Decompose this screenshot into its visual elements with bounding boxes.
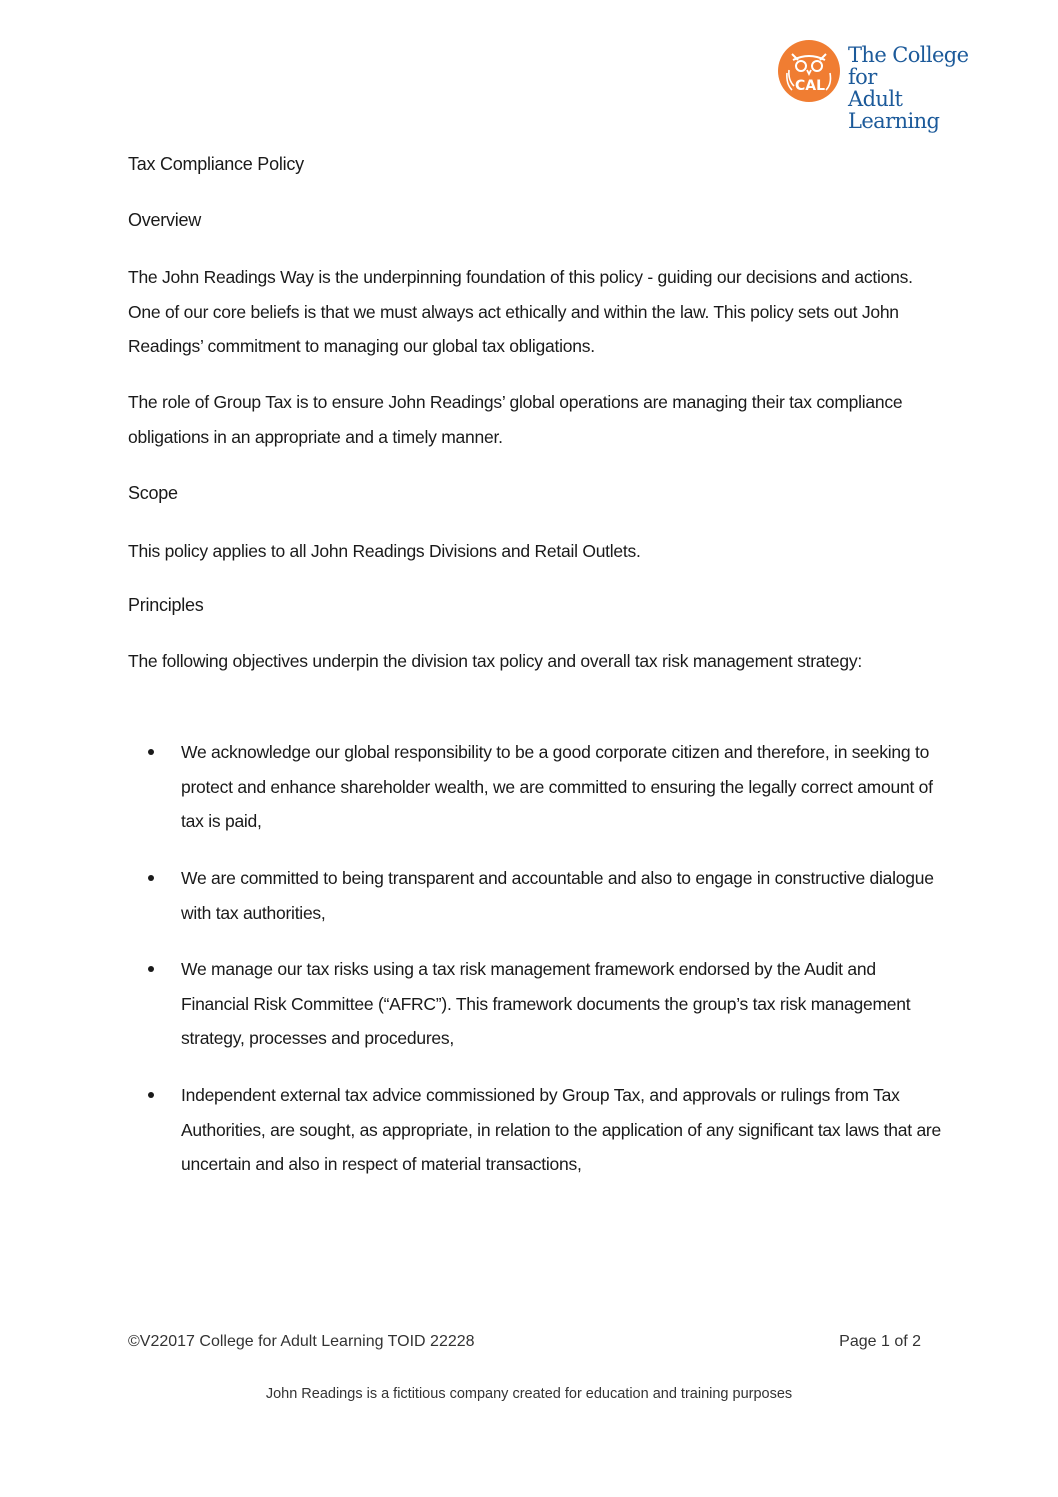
footer-copyright: ©V22017 College for Adult Learning TOID 22228 — [128, 1333, 475, 1350]
overview-heading: Overview — [128, 210, 202, 230]
college-name — [848, 44, 998, 132]
list-item-text: Independent external tax advice commissioned by Group Tax, and approvals or rulings from Tax Authorities, are sought, as appropriate, in relation to the application of any significant tax laws that are uncertain and also in respect of material transactions, — [181, 1085, 941, 1174]
principles-heading: Principles — [128, 595, 204, 615]
bullet-icon — [148, 875, 154, 881]
college-name-line2: Adult Learning — [848, 87, 940, 133]
scope-heading: Scope — [128, 483, 178, 503]
cal-badge — [778, 40, 840, 102]
cal-badge-text: CAL — [794, 78, 826, 94]
list-item-text: We are committed to being transparent and accountable and also to engage in constructive dialogue with tax authorities, — [181, 868, 934, 923]
list-item-text: We manage our tax risks using a tax risk management framework endorsed by the Audit and Financial Risk Committee (“AFRC”). This framework documents the group’s tax risk management strategy, processes and procedures, — [181, 959, 911, 1048]
college-name-line1: The College for — [848, 43, 969, 89]
footer-disclaimer: John Readings is a fictitious company created for education and training purposes — [265, 1386, 793, 1402]
owl-icon — [778, 40, 840, 102]
list-item-text: We acknowledge our global responsibility to be a good corporate citizen and therefore, in seeking to protect and enhance shareholder wealth, we are committed to ensuring the legally correct amount of tax is paid, — [181, 742, 933, 831]
bullet-icon — [148, 749, 154, 755]
document-title: Tax Compliance Policy — [128, 154, 304, 174]
scope-paragraph: This policy applies to all John Readings Divisions and Retail Outlets. — [128, 541, 641, 561]
overview-paragraph-2: The role of Group Tax is to ensure John Readings’ global operations are managing their tax compliance obligations in an appropriate and a timely manner. — [128, 392, 903, 447]
bullet-icon — [148, 966, 154, 972]
college-logo — [778, 40, 998, 133]
page-number: Page 1 of 2 — [839, 1333, 921, 1350]
bullet-icon — [148, 1092, 154, 1098]
overview-paragraph-1: The John Readings Way is the underpinning foundation of this policy - guiding our decisions and actions. One of our core beliefs is that we must always act ethically and within the law. This policy sets out John Readings’ commitment to managing our global tax obligations. — [128, 267, 913, 356]
principles-intro: The following objectives underpin the division tax policy and overall tax risk management strategy: — [128, 651, 862, 671]
